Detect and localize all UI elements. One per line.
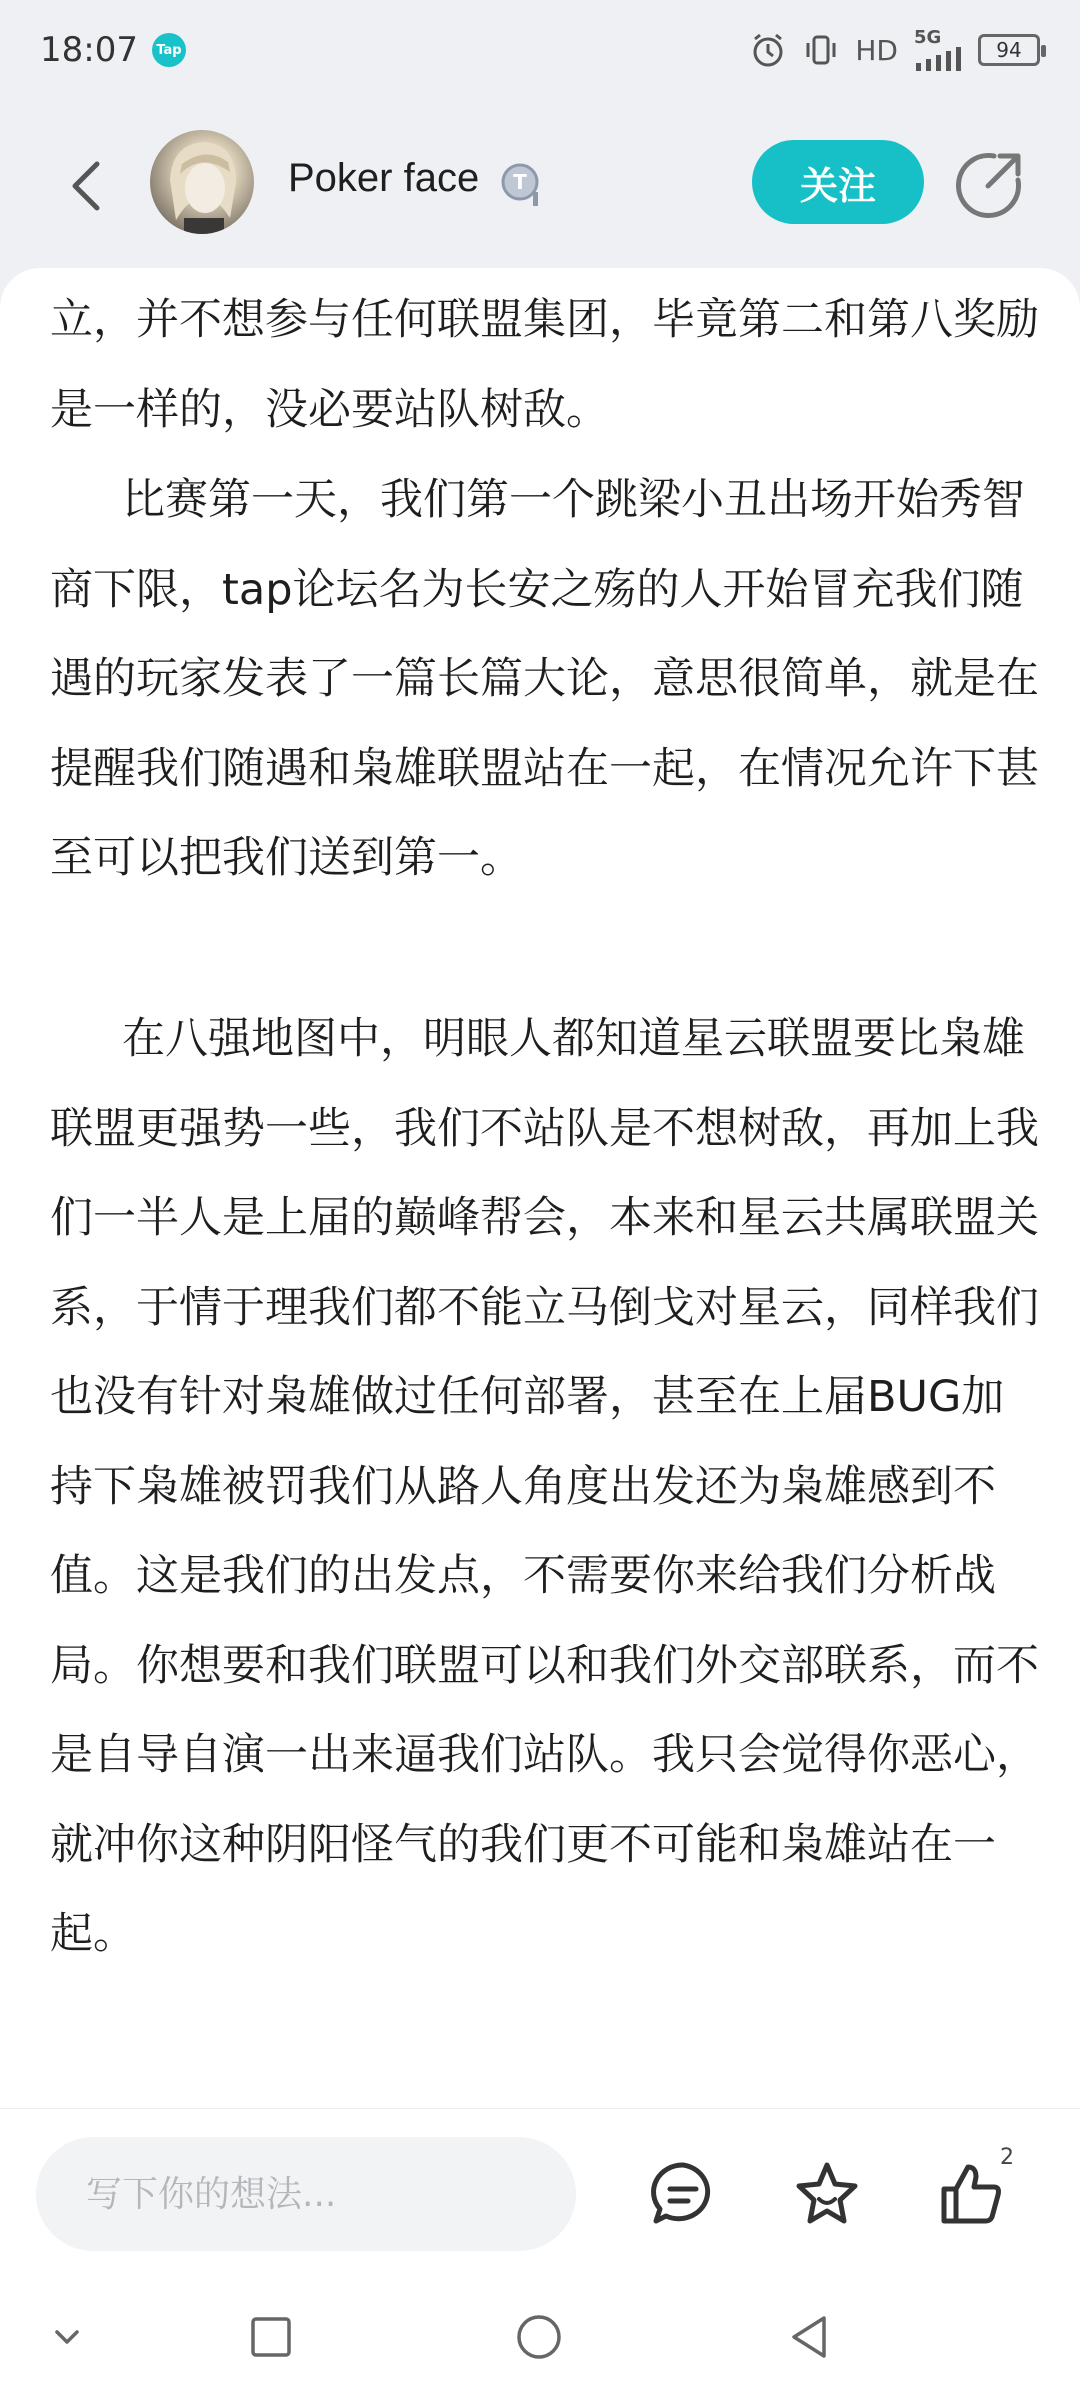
square-icon [248, 2314, 294, 2360]
paragraph: 比赛第一天，我们第一个跳梁小丑出场开始秀智商下限，tap论坛名为长安之殇的人开始冒充我们随遇的玩家发表了一篇长篇大论，意思很简单，就是在提醒我们随遇和枭雄联盟站在一起，在情况允许下甚至可以把我们送到第一。 [50, 475, 1039, 883]
nav-back-button[interactable] [774, 2302, 844, 2372]
alarm-icon [749, 31, 787, 69]
paragraph: 在八强地图中，明眼人都知道星云联盟要比枭雄联盟更强势一些，我们不站队是不想树敌，再加上我们一半人是上届的巅峰帮会，本来和星云共属联盟关系，于情于理我们都不能立马倒戈对星云，同样我们也没有针对枭雄做过任何部署，甚至在上届BUG加持下枭雄被罚我们从路人角度出发还为枭雄感到不值。这是我们的出发点，不需要你来给我们分析战局。你想要和我们联盟可以和我们外交部联系，而不是自导自演一出来逼我们站队。我只会觉得你恶心，就冲你这种阴阳怪气的我们更不可能和枭雄站在一起。 [50, 1014, 1039, 1959]
avatar[interactable] [150, 130, 254, 234]
status-left [40, 30, 186, 70]
star-icon [792, 2159, 862, 2229]
share-button[interactable] [954, 148, 1026, 220]
user-level-badge [500, 162, 546, 208]
comment-button[interactable] [640, 2151, 726, 2237]
hd-indicator: HD [855, 33, 898, 67]
like-count: 2 [1000, 2145, 1014, 2170]
share-icon [954, 148, 1026, 220]
battery-level: 94 [996, 38, 1022, 62]
bottom-action-bar [0, 2108, 1080, 2278]
post-content [0, 268, 1080, 2108]
chevron-down-icon [47, 2322, 87, 2352]
status-bar [0, 0, 1080, 100]
user-name[interactable]: Poker face [288, 156, 480, 200]
back-arrow-icon [63, 156, 107, 216]
signal-icon [914, 29, 962, 71]
circle-icon [514, 2312, 564, 2362]
follow-button[interactable]: 关注 [752, 140, 924, 224]
hide-nav-button[interactable] [32, 2302, 102, 2372]
back-button[interactable] [50, 146, 120, 226]
status-right [749, 29, 1040, 71]
vibrate-icon [803, 32, 839, 68]
post-header [0, 100, 1080, 270]
thumbs-up-icon [936, 2159, 1006, 2229]
home-button[interactable] [504, 2302, 574, 2372]
favorite-button[interactable] [784, 2151, 870, 2237]
comment-icon [648, 2159, 718, 2229]
paragraph: 立，并不想参与任何联盟集团，毕竟第二和第八奖励是一样的，没必要站队树敌。 [50, 295, 1039, 435]
comment-input[interactable] [36, 2137, 576, 2251]
tap-app-icon: Tap [152, 33, 186, 67]
battery-icon [978, 34, 1040, 66]
status-time: 18:07 [40, 30, 138, 70]
network-type: 5G [914, 27, 942, 48]
triangle-back-icon [786, 2312, 832, 2362]
badge-letter: T [513, 170, 527, 194]
recent-apps-button[interactable] [236, 2302, 306, 2372]
system-nav-bar [0, 2278, 1080, 2400]
